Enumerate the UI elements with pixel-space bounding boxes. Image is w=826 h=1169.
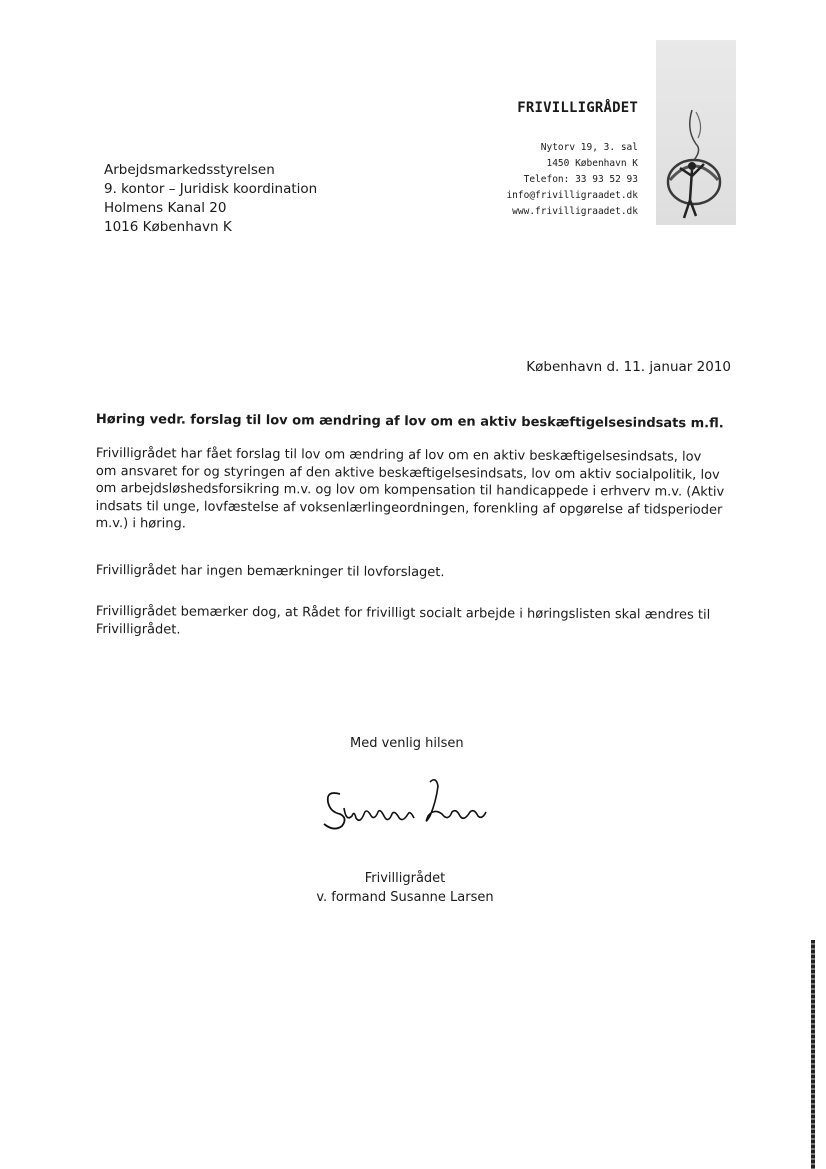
recipient-address bbox=[104, 161, 317, 237]
address-line: Nytorv 19, 3. sal bbox=[540, 142, 638, 153]
signer-name: v. formand Susanne Larsen bbox=[316, 890, 494, 905]
letter-subject: Høring vedr. forslag til lov om ændring af lov om en aktiv beskæftigelsesindsats m.fl. bbox=[95, 412, 724, 432]
organization-name: FRIVILLIGRÅDET bbox=[517, 100, 638, 116]
signer-organization: Frivilligrådet bbox=[364, 871, 446, 886]
contact-block bbox=[480, 140, 638, 220]
body-paragraph: Frivilligrådet bemærker dog, at Rådet for frivilligt socialt arbejde i høringslisten skal ændres til Frivilligrådet. bbox=[95, 604, 711, 638]
website-line: www.frivilligraadet.dk bbox=[512, 206, 638, 217]
city-line: 1450 København K bbox=[546, 158, 638, 169]
body-paragraph: Frivilligrådet har ingen bemærkninger til lovforslaget. bbox=[95, 563, 445, 581]
signature-icon bbox=[318, 772, 488, 836]
closing-greeting: Med venlig hilsen bbox=[350, 736, 464, 751]
letter-date: København d. 11. januar 2010 bbox=[526, 359, 731, 375]
recipient-line: Arbejdsmarkedsstyrelsen bbox=[104, 162, 275, 178]
phone-line: Telefon: 33 93 52 93 bbox=[523, 174, 638, 185]
email-line: info@frivilligraadet.dk bbox=[506, 190, 638, 201]
body-paragraph: Frivilligrådet har fået forslag til lov om ændring af lov om en aktiv beskæftigelsesindsats, lov om ansvaret for og styringen af den aktive beskæftigelsesindsats, lov om aktiv socialpolitik, lov om arbejdsløshedsforsikring m.v. og lov om kompensation til handicappede i erhverv m.v. (Aktiv indsats til unge, lovfæstelse af voksenlærlingeordningen, forenkling af opgørelse af tidsperioder m.v.) i høring. bbox=[95, 445, 725, 532]
scan-edge-artifact bbox=[811, 940, 815, 1169]
recipient-line: 9. kontor – Juridisk koordination bbox=[104, 181, 318, 197]
recipient-line: 1016 København K bbox=[104, 219, 232, 235]
logo-icon bbox=[656, 40, 736, 225]
recipient-line: Holmens Kanal 20 bbox=[104, 200, 227, 216]
